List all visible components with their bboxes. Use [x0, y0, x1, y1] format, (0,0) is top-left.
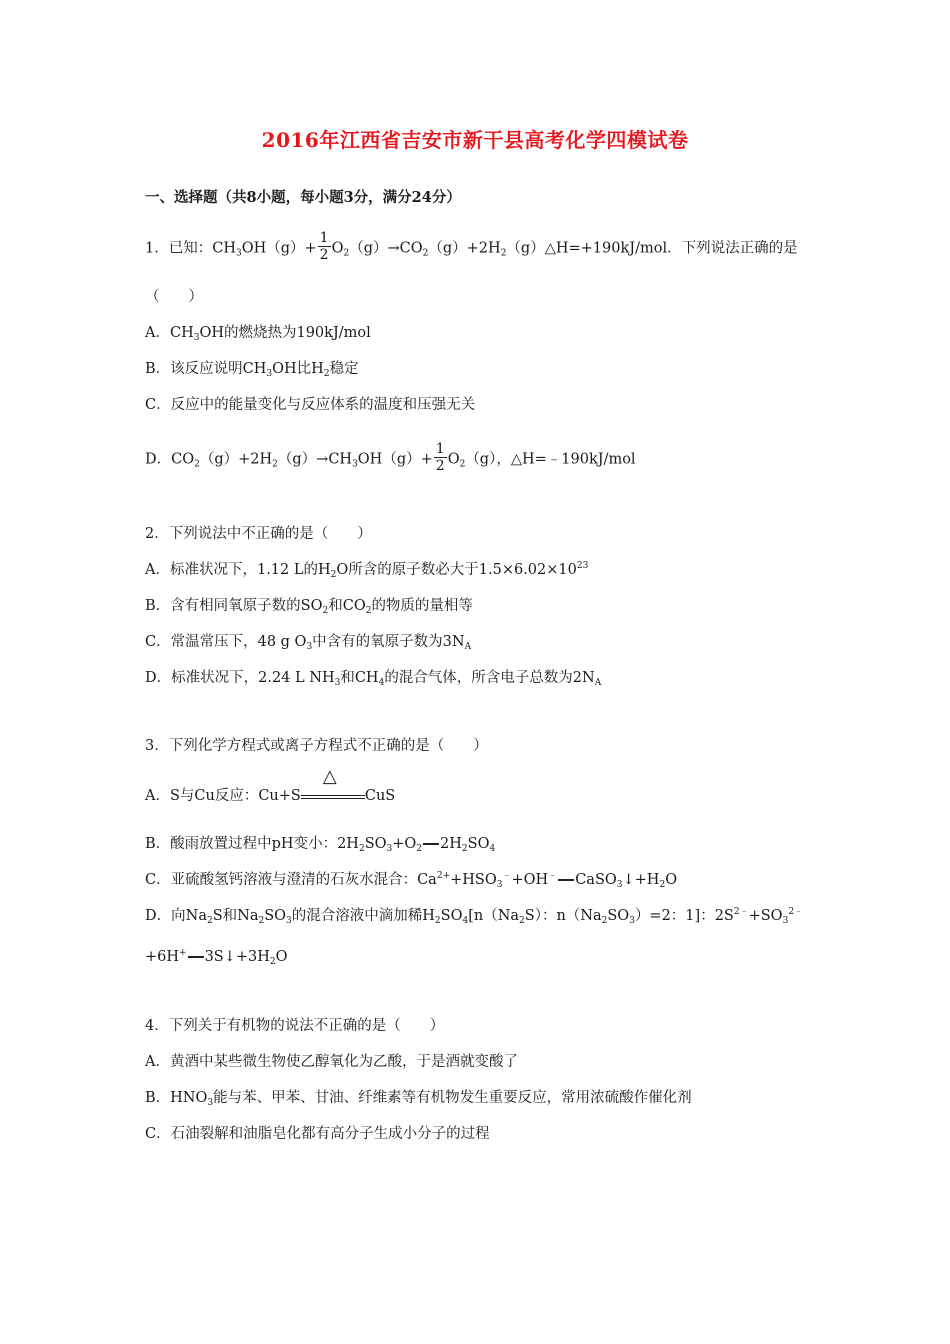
- question-1-stem: [145, 232, 798, 265]
- option-text: A．CH: [145, 325, 194, 341]
- question-3-stem: 3．下列化学方程式或离子方程式不正确的是（ ）: [145, 738, 488, 754]
- option-text: O: [665, 872, 678, 888]
- question-4-stem: 4．下列关于有机物的说法不正确的是（ ）: [145, 1018, 445, 1034]
- subscript: 2: [434, 916, 441, 926]
- option-text: （g）→CH: [277, 451, 353, 468]
- subscript: 2: [416, 844, 423, 854]
- option-text: D．CO: [145, 451, 195, 468]
- subscript: 3: [629, 916, 635, 926]
- subscript: 2: [330, 570, 337, 580]
- question-1-option-a: [145, 323, 371, 343]
- subscript: 2: [258, 916, 265, 926]
- section-heading: 一、选择题（共8小题，每小题3分，满分24分）: [145, 189, 461, 206]
- option-text: （g），△H=﹣190kJ/mol: [465, 451, 636, 468]
- fraction-denominator: 2: [319, 247, 329, 263]
- option-text: SO: [440, 908, 463, 924]
- option-text: SO: [607, 908, 630, 924]
- question-1-option-c: C．反应中的能量变化与反应体系的温度和压强无关: [145, 397, 476, 413]
- superscript: 2﹣: [733, 907, 749, 917]
- page-title: 2016年江西省吉安市新干县高考化学四模试卷: [261, 128, 689, 152]
- option-text: [n（Na: [468, 908, 520, 924]
- option-text: +O: [392, 836, 417, 852]
- option-text: O: [275, 949, 288, 965]
- subscript: 3: [235, 248, 242, 259]
- subscript: 2: [358, 844, 365, 854]
- question-1-option-d: [145, 443, 636, 476]
- subscript: 2: [365, 606, 372, 616]
- option-text: O: [447, 451, 460, 468]
- subscript: 2: [323, 369, 330, 379]
- option-text: C．常温常压下，48 g O: [145, 634, 307, 650]
- question-3-option-c: [145, 870, 677, 890]
- option-text: OH的燃烧热为190kJ/mol: [199, 325, 371, 341]
- option-text: OH比H: [272, 361, 324, 377]
- subscript: 3: [782, 916, 789, 926]
- subscript: 3: [286, 916, 292, 926]
- option-text: A．标准状况下，1.12 L的H: [145, 562, 331, 578]
- option-text: D．标准状况下，2.24 L NH: [145, 670, 335, 686]
- q1-text: （g）+2H: [428, 240, 501, 257]
- option-text: 中含有的氧原子数为3N: [312, 634, 465, 650]
- question-2-stem: 2．下列说法中不正确的是（ ）: [145, 526, 372, 542]
- option-text: +SO: [748, 908, 783, 924]
- superscript: 23: [576, 561, 589, 571]
- q1-text: （g）→CO: [349, 240, 423, 257]
- subscript: 3: [193, 333, 200, 343]
- option-text: （g）+2H: [199, 451, 273, 468]
- question-2-option-c: [145, 632, 471, 652]
- option-text: +6H: [145, 949, 180, 965]
- subscript: 2: [659, 880, 666, 890]
- option-text: 和CH: [340, 670, 379, 686]
- fraction-denominator: 2: [435, 458, 445, 474]
- subscript: 2: [519, 916, 525, 926]
- question-2-option-a: [145, 560, 588, 580]
- subscript: 2: [422, 248, 429, 259]
- subscript: 2: [272, 459, 278, 470]
- option-text: SO: [364, 836, 387, 852]
- subscript: 2: [461, 844, 468, 854]
- q1-text: OH（g）+: [241, 240, 317, 257]
- subscript: 4: [489, 844, 496, 854]
- subscript: 3: [334, 678, 341, 688]
- equals-dash: [188, 956, 204, 958]
- option-text: OH（g）+: [357, 451, 433, 468]
- superscript: ﹣: [548, 871, 558, 881]
- question-3-option-b: [145, 834, 495, 854]
- option-text: 稳定: [329, 361, 359, 377]
- q1-text: （g）△H=+190kJ/mol．下列说法正确的是: [506, 240, 798, 257]
- option-text: A．S与Cu反应：Cu+S: [145, 788, 301, 804]
- option-text: O所含的原子数必大于1.5×6.02×10: [336, 562, 577, 578]
- option-text: 的物质的量相等: [371, 598, 473, 614]
- question-4-option-a: A．黄酒中某些微生物使乙醇氧化为乙酸，于是酒就变酸了: [145, 1054, 518, 1070]
- option-text: SO: [264, 908, 287, 924]
- subscript: 4: [462, 916, 469, 926]
- subscript: 3: [266, 369, 273, 379]
- superscript: +: [179, 948, 187, 958]
- fraction-numerator: 1: [435, 441, 445, 457]
- question-1-paren: （ ）: [145, 289, 203, 305]
- option-text: B．该反应说明CH: [145, 361, 267, 377]
- option-text: +HSO: [450, 872, 497, 888]
- option-text: B．酸雨放置过程中pH变小：2H: [145, 836, 359, 852]
- subscript: 3: [306, 642, 313, 652]
- heating-condition: [301, 766, 365, 806]
- option-text: 2H: [440, 836, 462, 852]
- option-text: 和CO: [328, 598, 366, 614]
- equals-dash: [558, 879, 574, 881]
- question-3-option-d: [145, 906, 803, 926]
- question-3-option-a: [145, 766, 396, 806]
- option-text: CuS: [364, 788, 396, 804]
- subscript: 2: [206, 916, 213, 926]
- option-text: SO: [467, 836, 490, 852]
- fraction: [434, 441, 447, 474]
- option-text: CaSO: [575, 872, 617, 888]
- option-text: C．亚硫酸氢钙溶液与澄清的石灰水混合：Ca: [145, 872, 437, 888]
- question-1-option-b: [145, 359, 359, 379]
- subscript: 2: [322, 606, 329, 616]
- superscript: 2﹣: [788, 907, 804, 917]
- option-text: ）=2：1]：2S: [634, 908, 734, 924]
- fraction-numerator: 1: [319, 230, 329, 246]
- subscript: 3: [616, 880, 623, 890]
- question-2-option-b: [145, 596, 473, 616]
- option-text: B．含有相同氧原子数的SO: [145, 598, 323, 614]
- subscript: 2: [194, 459, 200, 470]
- superscript: ﹣: [502, 871, 512, 881]
- question-2-option-d: [145, 668, 601, 688]
- subscript: 2: [269, 957, 276, 967]
- question-4-option-c: C．石油裂解和油脂皂化都有高分子生成小分子的过程: [145, 1126, 490, 1142]
- option-text: S和Na: [212, 908, 259, 924]
- option-text: 3S↓+3H: [204, 949, 270, 965]
- subscript: 3: [352, 459, 358, 470]
- subscript: 2: [601, 916, 608, 926]
- equals-dash: [423, 843, 439, 845]
- question-4-option-b: [145, 1088, 692, 1108]
- option-text: 的混合气体，所含电子总数为2N: [384, 670, 595, 686]
- subscript: 3: [386, 844, 393, 854]
- delta-icon: △: [322, 766, 337, 787]
- option-text: 能与苯、甲苯、甘油、纤维素等有机物发生重要反应，常用浓硫酸作催化剂: [213, 1090, 692, 1106]
- superscript: 2+: [436, 871, 451, 881]
- subscript: A: [594, 678, 602, 688]
- option-text: D．向Na: [145, 908, 207, 924]
- option-text: ↓+H: [622, 872, 660, 888]
- option-text: S）：n（Na: [524, 908, 602, 924]
- option-text: B．HNO: [145, 1090, 208, 1106]
- option-text: +OH: [511, 872, 549, 888]
- subscript: 2: [500, 248, 507, 259]
- q1-text: O: [331, 240, 344, 257]
- subscript: 2: [343, 248, 350, 259]
- subscript: 4: [378, 678, 385, 688]
- subscript: 3: [207, 1098, 214, 1108]
- option-text: 的混合溶液中滴加稀H: [291, 908, 435, 924]
- subscript: A: [464, 642, 472, 652]
- q1-text: 1．已知：CH: [145, 240, 236, 257]
- subscript: 2: [459, 459, 466, 470]
- subscript: 3: [496, 880, 503, 890]
- fraction: [318, 230, 331, 263]
- question-3-option-d-continued: [145, 947, 288, 967]
